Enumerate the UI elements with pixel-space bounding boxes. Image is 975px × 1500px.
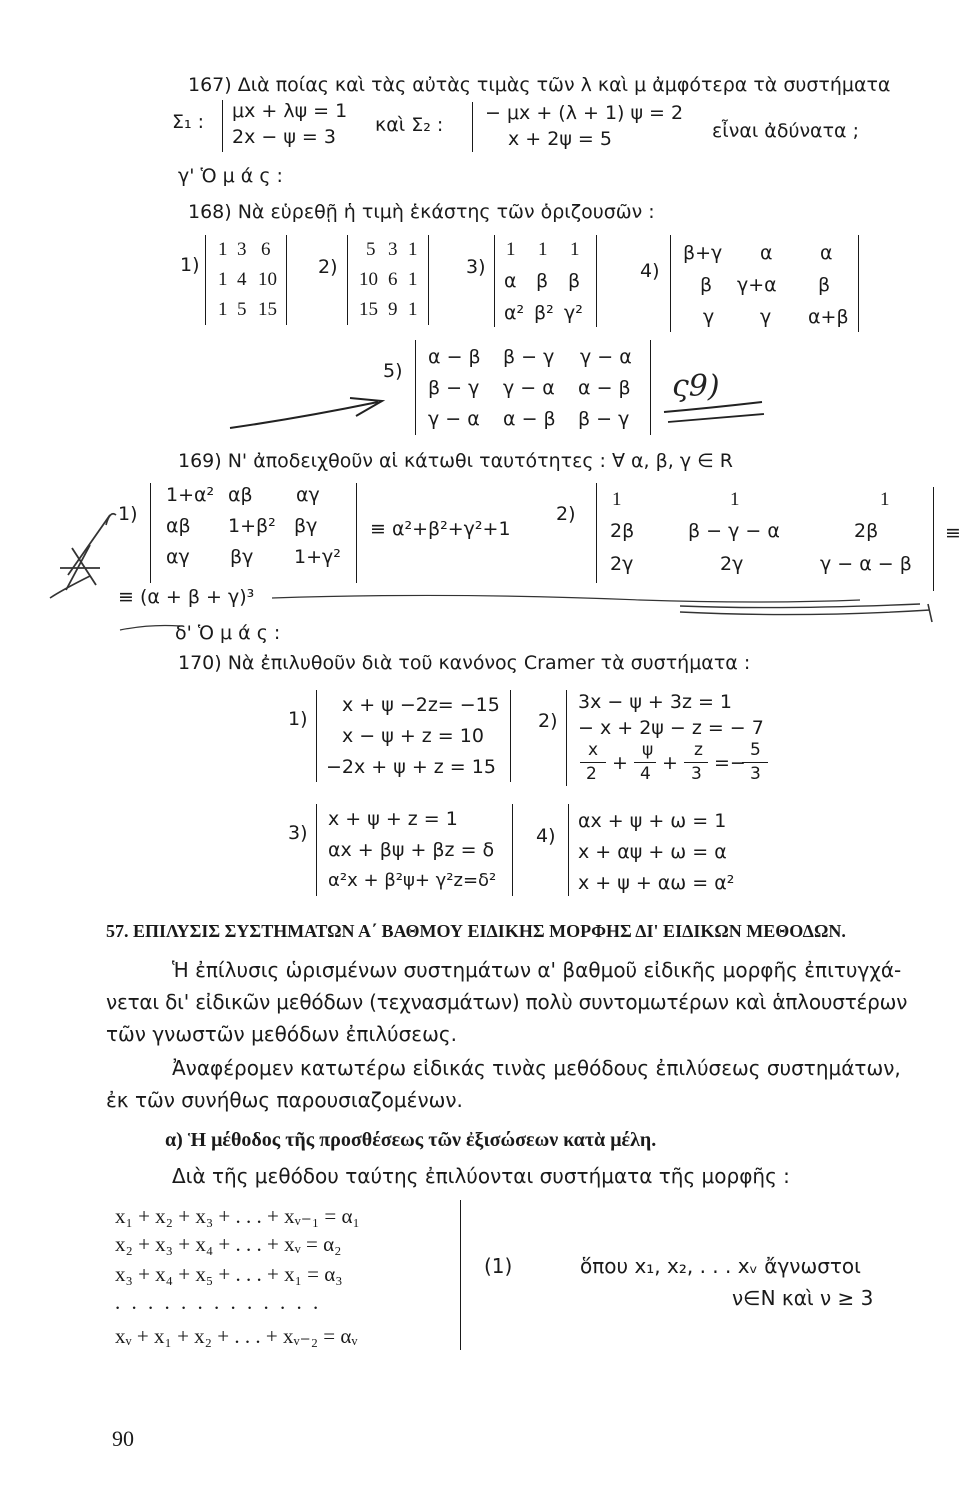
matrix-cell: γ+α xyxy=(737,274,777,296)
matrix-cell: αβ xyxy=(166,515,191,537)
margin-mark xyxy=(50,576,90,598)
matrix-cell: 5 xyxy=(237,299,247,320)
matrix-cell: β xyxy=(568,270,581,292)
system-equation: 3x − ψ + 3z = 1 xyxy=(578,691,733,713)
matrix-cell: 1 xyxy=(880,489,890,510)
matrix-cell: β xyxy=(818,274,831,296)
problem-169-text: 169) Ν' ἀποδειχθοῦν αἱ κάτωθι ταυτότητες : ∀ α, β, γ ∈ R xyxy=(178,450,733,472)
system-equation: 2x − ψ = 3 xyxy=(232,126,336,148)
matrix-cell: βγ xyxy=(294,515,318,537)
identity-rhs: ≡ α²+β²+γ²+1 xyxy=(370,518,511,540)
item-label: 3) xyxy=(288,822,308,844)
matrix-cell: γ − α xyxy=(580,346,632,368)
fraction-numerator: 5 xyxy=(750,740,761,760)
determinant-bar xyxy=(347,235,348,325)
page-number: 90 xyxy=(112,1426,134,1451)
system-equation: − μx + (λ + 1) ψ = 2 xyxy=(485,102,684,124)
determinant-bar xyxy=(150,483,151,583)
matrix-cell: 2γ xyxy=(610,553,634,575)
fraction-numerator: z xyxy=(694,740,703,760)
matrix-cell: 2β xyxy=(610,520,635,542)
determinant-bar xyxy=(596,483,597,583)
item-label: 2) xyxy=(538,710,558,732)
matrix-cell: 4 xyxy=(237,269,247,290)
item-label: 3) xyxy=(466,256,486,278)
matrix-cell: αγ xyxy=(166,546,190,568)
matrix-cell: 3 xyxy=(237,239,247,260)
matrix-cell: 1 xyxy=(218,269,228,290)
fraction-denominator: 4 xyxy=(640,764,651,784)
matrix-cell: γ² xyxy=(564,302,583,324)
matrix-cell: 3 xyxy=(388,239,398,260)
system-bar xyxy=(316,804,317,896)
matrix-cell: 1 xyxy=(506,239,516,260)
matrix-cell: γ − α − β xyxy=(820,553,912,575)
margin-cross-icon xyxy=(60,545,100,590)
system-equation: x₂ + x₃ + x₄ + . . . + xᵥ = α₂ xyxy=(115,1232,342,1256)
fraction-bar xyxy=(580,762,606,763)
matrix-cell: 1+α² xyxy=(166,484,215,506)
system-bar xyxy=(512,804,513,896)
matrix-cell: β − γ − α xyxy=(688,520,780,542)
matrix-cell: γ − α xyxy=(428,408,480,430)
matrix-cell: β² xyxy=(534,302,554,324)
hand-line xyxy=(120,626,180,631)
group-delta-heading: δ' Ὁ μ ά ς : xyxy=(175,622,281,644)
sigma1-label: Σ₁ : xyxy=(172,111,205,133)
matrix-cell: α − β xyxy=(428,346,481,368)
subsection-heading: α) Ἡ μέθοδος τῆς προσθέσεως τῶν ἐξισώσεων κατὰ μέλη. xyxy=(165,1129,657,1151)
fraction-bar xyxy=(684,762,708,763)
item-label: 2) xyxy=(318,256,338,278)
matrix-cell: 1 xyxy=(218,299,228,320)
determinant-bar xyxy=(596,235,597,327)
hand-line xyxy=(680,604,920,608)
matrix-cell: 1 xyxy=(612,489,622,510)
matrix-cell: 15 xyxy=(258,299,277,320)
system-bar xyxy=(568,804,569,896)
matrix-cell: 9 xyxy=(388,299,398,320)
matrix-cell: 5 xyxy=(366,239,376,260)
matrix-cell: α² xyxy=(504,302,525,324)
system-equation: −2x + ψ + z = 15 xyxy=(326,756,496,778)
hand-line xyxy=(928,604,932,622)
system-bar xyxy=(316,690,317,782)
matrix-cell: α xyxy=(504,270,517,292)
system-bar xyxy=(510,690,511,782)
matrix-cell: 1 xyxy=(570,239,580,260)
section-heading: 57. ΕΠΙΛΥΣΙΣ ΣΥΣΤΗΜΑΤΩΝ Α΄ ΒΑΘΜΟΥ ΕΙΔΙΚΗΣ ΜΟΡΦΗΣ ΔΙ' ΕΙΔΙΚΩΝ ΜΕΘΟΔΩΝ. xyxy=(106,921,846,941)
system-equation: x₁ + x₂ + x₃ + . . . + xᵥ₋₁ = α₁ xyxy=(115,1204,360,1228)
determinant-bar xyxy=(428,235,429,325)
matrix-cell: β+γ xyxy=(683,242,723,264)
determinant-bar xyxy=(858,235,859,332)
matrix-cell: γ − α xyxy=(503,377,555,399)
matrix-cell: 1 xyxy=(408,299,418,320)
paragraph-line: τῶν γνωστῶν μεθόδων ἐπιλύσεως. xyxy=(106,1022,457,1046)
system-bar xyxy=(566,690,567,786)
matrix-cell: α − β xyxy=(578,377,631,399)
equals-minus-sign: =− xyxy=(714,752,746,774)
matrix-cell: 1 xyxy=(408,269,418,290)
matrix-cell: 10 xyxy=(359,269,378,290)
matrix-cell: 1 xyxy=(538,239,548,260)
determinant-bar xyxy=(356,483,357,583)
note-underline xyxy=(668,414,764,422)
matrix-cell: β − γ xyxy=(503,346,555,368)
and-sigma2-label: καὶ Σ₂ : xyxy=(375,114,444,136)
fraction-denominator: 3 xyxy=(750,764,761,784)
hand-line xyxy=(272,595,860,602)
matrix-cell: β xyxy=(536,270,549,292)
system-equation: x + 2ψ = 5 xyxy=(508,128,612,150)
matrix-cell: γ xyxy=(703,306,715,328)
determinant-bar xyxy=(415,340,416,435)
problem-167-text: 167) Διὰ ποίας καὶ τὰς αὐτὰς τιμὰς τῶν λ καὶ μ ἀμφότερα τὰ συστήματα xyxy=(188,74,891,96)
hand-line xyxy=(680,610,930,615)
matrix-cell: α xyxy=(760,242,773,264)
paragraph-line: Ἡ ἐπίλυσις ὡρισμένων συστημάτων α' βαθμοῦ εἰδικῆς μορφῆς ἐπιτυγχά- xyxy=(172,958,902,982)
determinant-bar xyxy=(205,235,206,325)
matrix-cell: 2β xyxy=(854,520,879,542)
system-equation: αx + ψ + ω = 1 xyxy=(578,810,727,832)
system-number-label: (1) xyxy=(484,1254,513,1278)
system-bar xyxy=(472,102,473,152)
matrix-cell: 1+β² xyxy=(228,515,276,537)
system-equation: x + αψ + ω = α xyxy=(578,841,727,863)
condition-text: ὅπου x₁, x₂, . . . xᵥ ἄγνωστοι xyxy=(580,1254,861,1278)
system-equation: αx + βψ + βz = δ xyxy=(328,839,495,861)
fraction-numerator: x xyxy=(588,740,599,760)
system-equation: xᵥ + x₁ + x₂ + . . . + xᵥ₋₂ = αᵥ xyxy=(115,1324,358,1348)
matrix-cell: 10 xyxy=(258,269,277,290)
matrix-cell: αγ xyxy=(296,484,320,506)
paragraph-line: Διὰ τῆς μεθόδου ταύτης ἐπιλύονται συστήματα τῆς μορφῆς : xyxy=(172,1164,790,1188)
paragraph-line: ἐκ τῶν συνήθως παρουσιαζομένων. xyxy=(106,1088,463,1112)
system-equation: μx + λψ = 1 xyxy=(232,100,348,122)
paragraph-line: νεται δι' εἰδικῶν μεθόδων (τεχνασμάτων) πολὺ συντομωτέρων καὶ ἁπλουστέρων xyxy=(106,990,908,1014)
fraction-bar xyxy=(742,762,768,763)
determinant-bar xyxy=(933,487,934,591)
arrow-shaft xyxy=(230,402,378,428)
matrix-cell: 15 xyxy=(359,299,378,320)
problem-167-tail: εἶναι ἀδύνατα ; xyxy=(712,120,859,142)
matrix-cell: β − γ xyxy=(578,408,630,430)
item-label: 4) xyxy=(640,260,660,282)
determinant-bar xyxy=(670,235,671,332)
identity-rhs-continued: ≡ (α + β + γ)³ xyxy=(118,586,255,608)
matrix-cell: 6 xyxy=(388,269,398,290)
system-equation: − x + 2ψ − z = − 7 xyxy=(578,717,764,739)
matrix-cell: βγ xyxy=(230,546,254,568)
matrix-cell: αβ xyxy=(228,484,253,506)
system-ellipsis-row: . . . . . . . . . . . . . xyxy=(115,1290,322,1314)
problem-170-text: 170) Νὰ ἐπιλυθοῦν διὰ τοῦ κανόνος Cramer τὰ συστήματα : xyxy=(178,652,751,674)
matrix-cell: α+β xyxy=(808,306,849,328)
fraction-denominator: 3 xyxy=(691,764,702,784)
matrix-cell: 6 xyxy=(261,239,271,260)
system-equation: x₃ + x₄ + x₅ + . . . + x₁ = α₃ xyxy=(115,1262,343,1286)
problem-168-text: 168) Νὰ εὑρεθῇ ἡ τιμὴ ἑκάστης τῶν ὁριζουσῶν : xyxy=(188,201,655,223)
item-label: 1) xyxy=(288,708,308,730)
matrix-cell: 1 xyxy=(408,239,418,260)
item-label: 1) xyxy=(180,254,200,276)
handwritten-note: ς9) xyxy=(672,369,720,404)
system-equation: x − ψ + z = 10 xyxy=(342,725,484,747)
fraction-bar xyxy=(634,762,656,763)
system-equation: x + ψ + z = 1 xyxy=(328,808,458,830)
item-label: 5) xyxy=(383,360,403,382)
system-equation: x + ψ −2z= −15 xyxy=(342,694,500,716)
matrix-cell: α xyxy=(820,242,833,264)
system-bar xyxy=(222,100,223,152)
matrix-cell: 1 xyxy=(218,239,228,260)
identity-rhs: ≡ xyxy=(945,522,961,544)
determinant-bar xyxy=(494,235,495,327)
fraction-numerator: ψ xyxy=(642,740,654,760)
margin-mark xyxy=(106,514,116,525)
item-label: 2) xyxy=(556,503,576,525)
matrix-cell: γ xyxy=(760,306,772,328)
paragraph-line: Ἀναφέρομεν κατωτέρω εἰδικάς τινὰς μεθόδους ἐπιλύσεως συστημάτων, xyxy=(172,1056,901,1080)
determinant-bar xyxy=(286,235,287,325)
condition-text: ν∈N καὶ ν ≥ 3 xyxy=(732,1286,874,1310)
matrix-cell: α − β xyxy=(503,408,556,430)
system-equation: α²x + β²ψ+ γ²z=δ² xyxy=(328,870,497,891)
matrix-cell: β − γ xyxy=(428,377,480,399)
margin-mark xyxy=(68,515,110,575)
matrix-cell: 2γ xyxy=(720,553,744,575)
plus-sign: + xyxy=(662,752,678,774)
arrow-head-icon xyxy=(350,398,382,416)
fraction-denominator: 2 xyxy=(586,764,597,784)
plus-sign: + xyxy=(612,752,628,774)
system-bar xyxy=(460,1200,461,1350)
matrix-cell: 1 xyxy=(730,489,740,510)
matrix-cell: 1+γ² xyxy=(294,546,341,568)
group-gamma-heading: γ' Ὁ μ ά ς : xyxy=(178,165,283,187)
determinant-bar xyxy=(650,340,651,435)
matrix-cell: β xyxy=(700,274,713,296)
item-label: 1) xyxy=(118,503,138,525)
item-label: 4) xyxy=(536,825,556,847)
system-equation: x + ψ + αω = α² xyxy=(578,872,735,894)
